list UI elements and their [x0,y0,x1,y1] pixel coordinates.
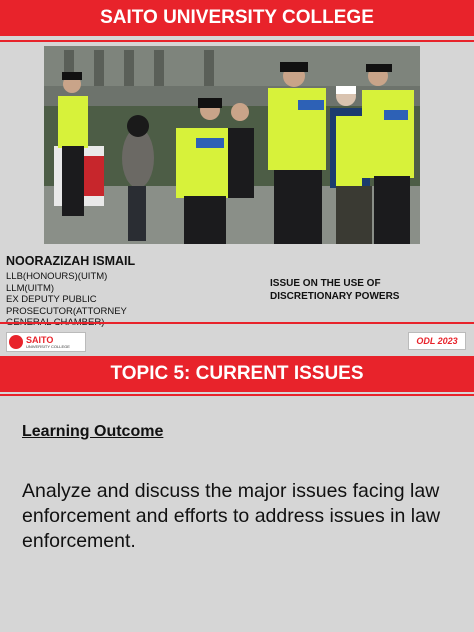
topic-banner [0,356,474,392]
author-credential: PROSECUTOR(ATTORNEY [6,305,127,317]
logo-subtitle: UNIVERSITY COLLEGE [26,343,70,349]
title-underline [0,40,474,42]
learning-outcome-text: Analyze and discuss the major issues facing law enforcement and efforts to address issues in law enforcement. [22,480,441,552]
odl-badge: ODL 2023 [408,332,466,350]
police-photo [44,46,420,244]
author-credential: LLB(HONOURS)(UITM) [6,271,108,282]
author-block [6,254,256,329]
logo-mark-icon [9,335,23,349]
college-logo [6,332,86,352]
college-title-banner [0,0,474,36]
author-credential: LLM(UITM) [6,282,55,294]
author-credential: EX DEPUTY PUBLIC [6,294,97,305]
topic-underline [0,394,474,396]
learning-outcome-heading: Learning Outcome [22,423,164,440]
issue-title-line: ISSUE ON THE USE OF [270,278,381,289]
author-name: NOORAZIZAH ISMAIL [6,254,136,268]
issue-title [270,278,470,303]
issue-title-line: DISCRETIONARY POWERS [270,290,400,302]
topic-title: TOPIC 5: CURRENT ISSUES [110,363,364,384]
logo-name: SAITO [26,334,54,345]
police-photo-illustration [44,46,420,244]
college-title: SAITO UNIVERSITY COLLEGE [100,7,374,28]
section-divider [0,322,474,324]
